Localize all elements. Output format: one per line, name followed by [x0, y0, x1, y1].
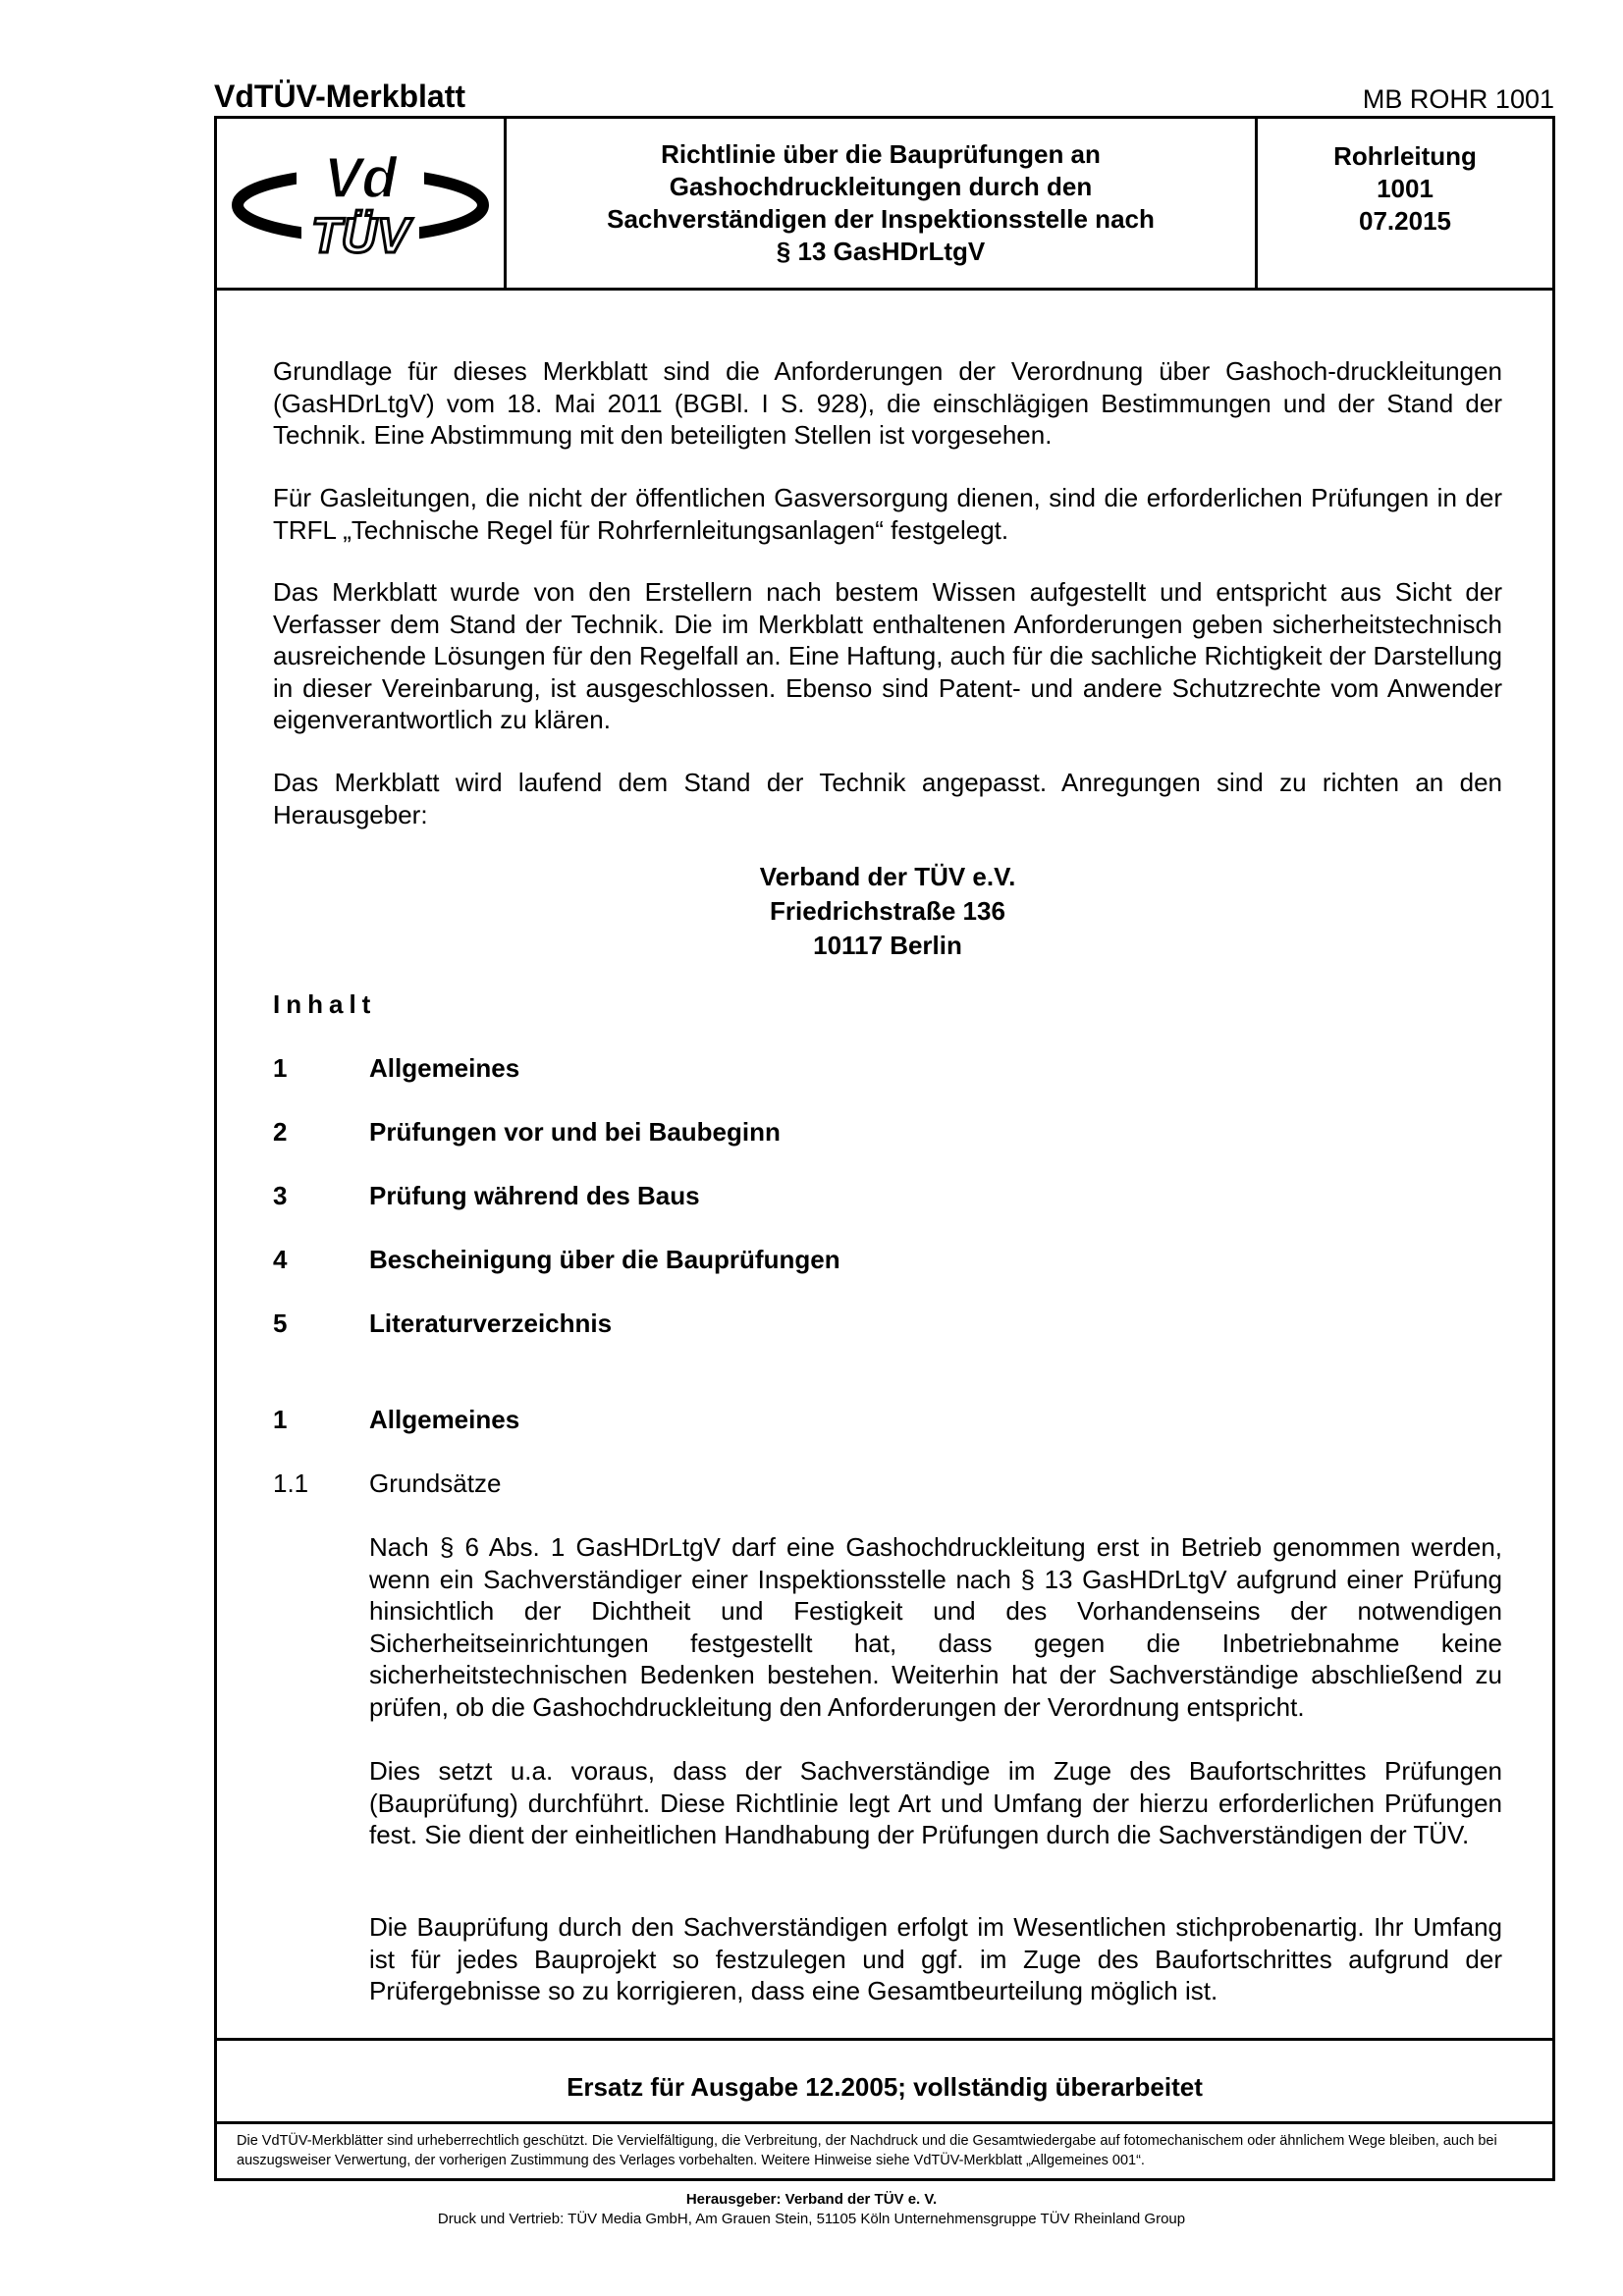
- toc-item-label: Literaturverzeichnis: [369, 1308, 613, 1338]
- intro-paragraph: Für Gasleitungen, die nicht der öffentlichen Gasversorgung dienen, sind die erforderlichen Prüfungen in der TRFL „Technische Regel für Rohrfernleitungsanlagen“ festgelegt.: [273, 483, 1502, 545]
- address-line: 10117 Berlin: [813, 931, 962, 960]
- toc-item-label: Prüfung während des Baus: [369, 1181, 700, 1210]
- toc-item-number: 4: [273, 1245, 288, 1274]
- meta-date: 07.2015: [1359, 206, 1451, 236]
- header-separator: [217, 288, 1552, 291]
- toc-item-number: 5: [273, 1308, 288, 1338]
- guideline-title-line: § 13 GasHDrLtgV: [776, 237, 986, 266]
- section-title: Allgemeines: [369, 1405, 520, 1434]
- intro-paragraph: Das Merkblatt wird laufend dem Stand der Technik angepasst. Anregungen sind zu richten an den Herausgeber:: [273, 768, 1502, 829]
- copyright-note: Die VdTÜV-Merkblätter sind urheberrechtlich geschützt. Die Vervielfältigung, die Verbreitung, der Nachdruck und die Gesamtwiedergabe auf fotomechanischem oder ähnlichem Wege bleiben, auch bei auszugsweiser Verwertung, der vorherigen Zustimmung des Verlages vorbehalten. Weitere Hinweise siehe VdTÜV-Merkblatt „Allgemeines 001“.: [237, 2133, 1497, 2168]
- subsection-number: 1.1: [273, 1468, 309, 1498]
- guideline-title-line: Richtlinie über die Bauprüfungen an: [661, 139, 1101, 169]
- toc-item-label: Prüfungen vor und bei Baubeginn: [369, 1117, 781, 1147]
- footer-distribution: Druck und Vertrieb: TÜV Media GmbH, Am Grauen Stein, 51105 Köln Unternehmensgruppe TÜV Rheinland Group: [437, 2211, 1186, 2227]
- guideline-title-line: Sachverständigen der Inspektionsstelle nach: [607, 204, 1155, 234]
- vdtuev-logo-icon: [228, 144, 493, 262]
- section-paragraph: Dies setzt u.a. voraus, dass der Sachverständige im Zuge des Baufortschrittes Prüfungen (Bauprüfung) durchführt. Diese Richtlinie legt Art und Umfang der hierzu erforderlichen Prüfungen fest. Sie dient der einheitlichen Handhabung der Prüfungen durch die Sachverständigen der TÜV.: [369, 1756, 1502, 1849]
- toc-item-number: 2: [273, 1117, 288, 1147]
- toc-item-number: 3: [273, 1181, 288, 1210]
- logo-text-top: Vd: [323, 146, 398, 210]
- subsection-title: Grundsätze: [369, 1468, 502, 1498]
- section-number: 1: [273, 1405, 288, 1434]
- address-line: Verband der TÜV e.V.: [759, 862, 1016, 891]
- address-line: Friedrichstraße 136: [770, 896, 1005, 926]
- replacement-separator-top: [217, 2038, 1552, 2041]
- document-meta: [1258, 119, 1552, 288]
- meta-category: Rohrleitung: [1333, 141, 1477, 171]
- publisher-address: [273, 860, 1502, 963]
- toc-title: Inhalt: [273, 989, 377, 1019]
- guideline-title-line: Gashochdruckleitungen durch den: [669, 172, 1093, 201]
- toc-item-number: 1: [273, 1053, 288, 1083]
- toc-item-label: Allgemeines: [369, 1053, 520, 1083]
- section-paragraph: Die Bauprüfung durch den Sachverständigen erfolgt im Wesentlichen stichprobenartig. Ihr Umfang ist für jedes Bauprojekt so festzulegen und ggf. im Zuge des Baufortschrittes aufgrund der Prüfergebnisse so zu korrigieren, dass eine Gesamtbeurteilung möglich ist.: [369, 1912, 1502, 2005]
- section-paragraph: Nach § 6 Abs. 1 GasHDrLtgV darf eine Gashochdruckleitung erst in Betrieb genommen werden, wenn ein Sachverständiger einer Inspektionsstelle nach § 13 GasHDrLtgV aufgrund einer Prüfung hinsichtlich der Dichtheit und Festigkeit und des Vorhandenseins der notwendigen Sicherheitseinrichtungen festgestellt hat, dass gegen die Inbetriebnahme keine sicherheitstechnischen Bedenken bestehen. Weiterhin hat der Sachverständige abschließend zu prüfen, ob die Gashochdruckleitung den Anforderungen der Verordnung entspricht.: [369, 1532, 1502, 1722]
- document-code: MB ROHR 1001: [1362, 84, 1554, 114]
- intro-paragraph: Grundlage für dieses Merkblatt sind die Anforderungen der Verordnung über Gashoch-druckleitungen (GasHDrLtgV) vom 18. Mai 2011 (BGBl. I S. 928), die einschlägigen Bestimmungen und der Stand der Technik. Eine Abstimmung mit den beteiligten Stellen ist vorgesehen.: [273, 356, 1502, 450]
- footer-publisher: Herausgeber: Verband der TÜV e. V.: [685, 2191, 938, 2208]
- replacement-separator-bottom: [217, 2121, 1552, 2124]
- vdtuev-logo: [217, 119, 504, 288]
- guideline-title: [507, 119, 1255, 288]
- intro-paragraph: Das Merkblatt wurde von den Erstellern nach bestem Wissen aufgestellt und entspricht aus Sicht der Verfasser dem Stand der Technik. Die im Merkblatt enthaltenen Anforderungen geben sicherheitstechnisch ausreichende Lösungen für den Regelfall an. Eine Haftung, auch für die sachliche Richtigkeit der Darstellung in dieser Vereinbarung, ist ausgeschlossen. Ebenso sind Patent- und andere Schutzrechte vom Anwender eigenverantwortlich zu klären.: [273, 577, 1502, 734]
- logo-text-bottom: TÜV: [311, 208, 409, 262]
- meta-number: 1001: [1377, 174, 1434, 203]
- replacement-note: Ersatz für Ausgabe 12.2005; vollständig überarbeitet: [567, 2072, 1203, 2102]
- document-type-title: VdTÜV-Merkblatt: [214, 79, 466, 114]
- toc-item-label: Bescheinigung über die Bauprüfungen: [369, 1245, 840, 1274]
